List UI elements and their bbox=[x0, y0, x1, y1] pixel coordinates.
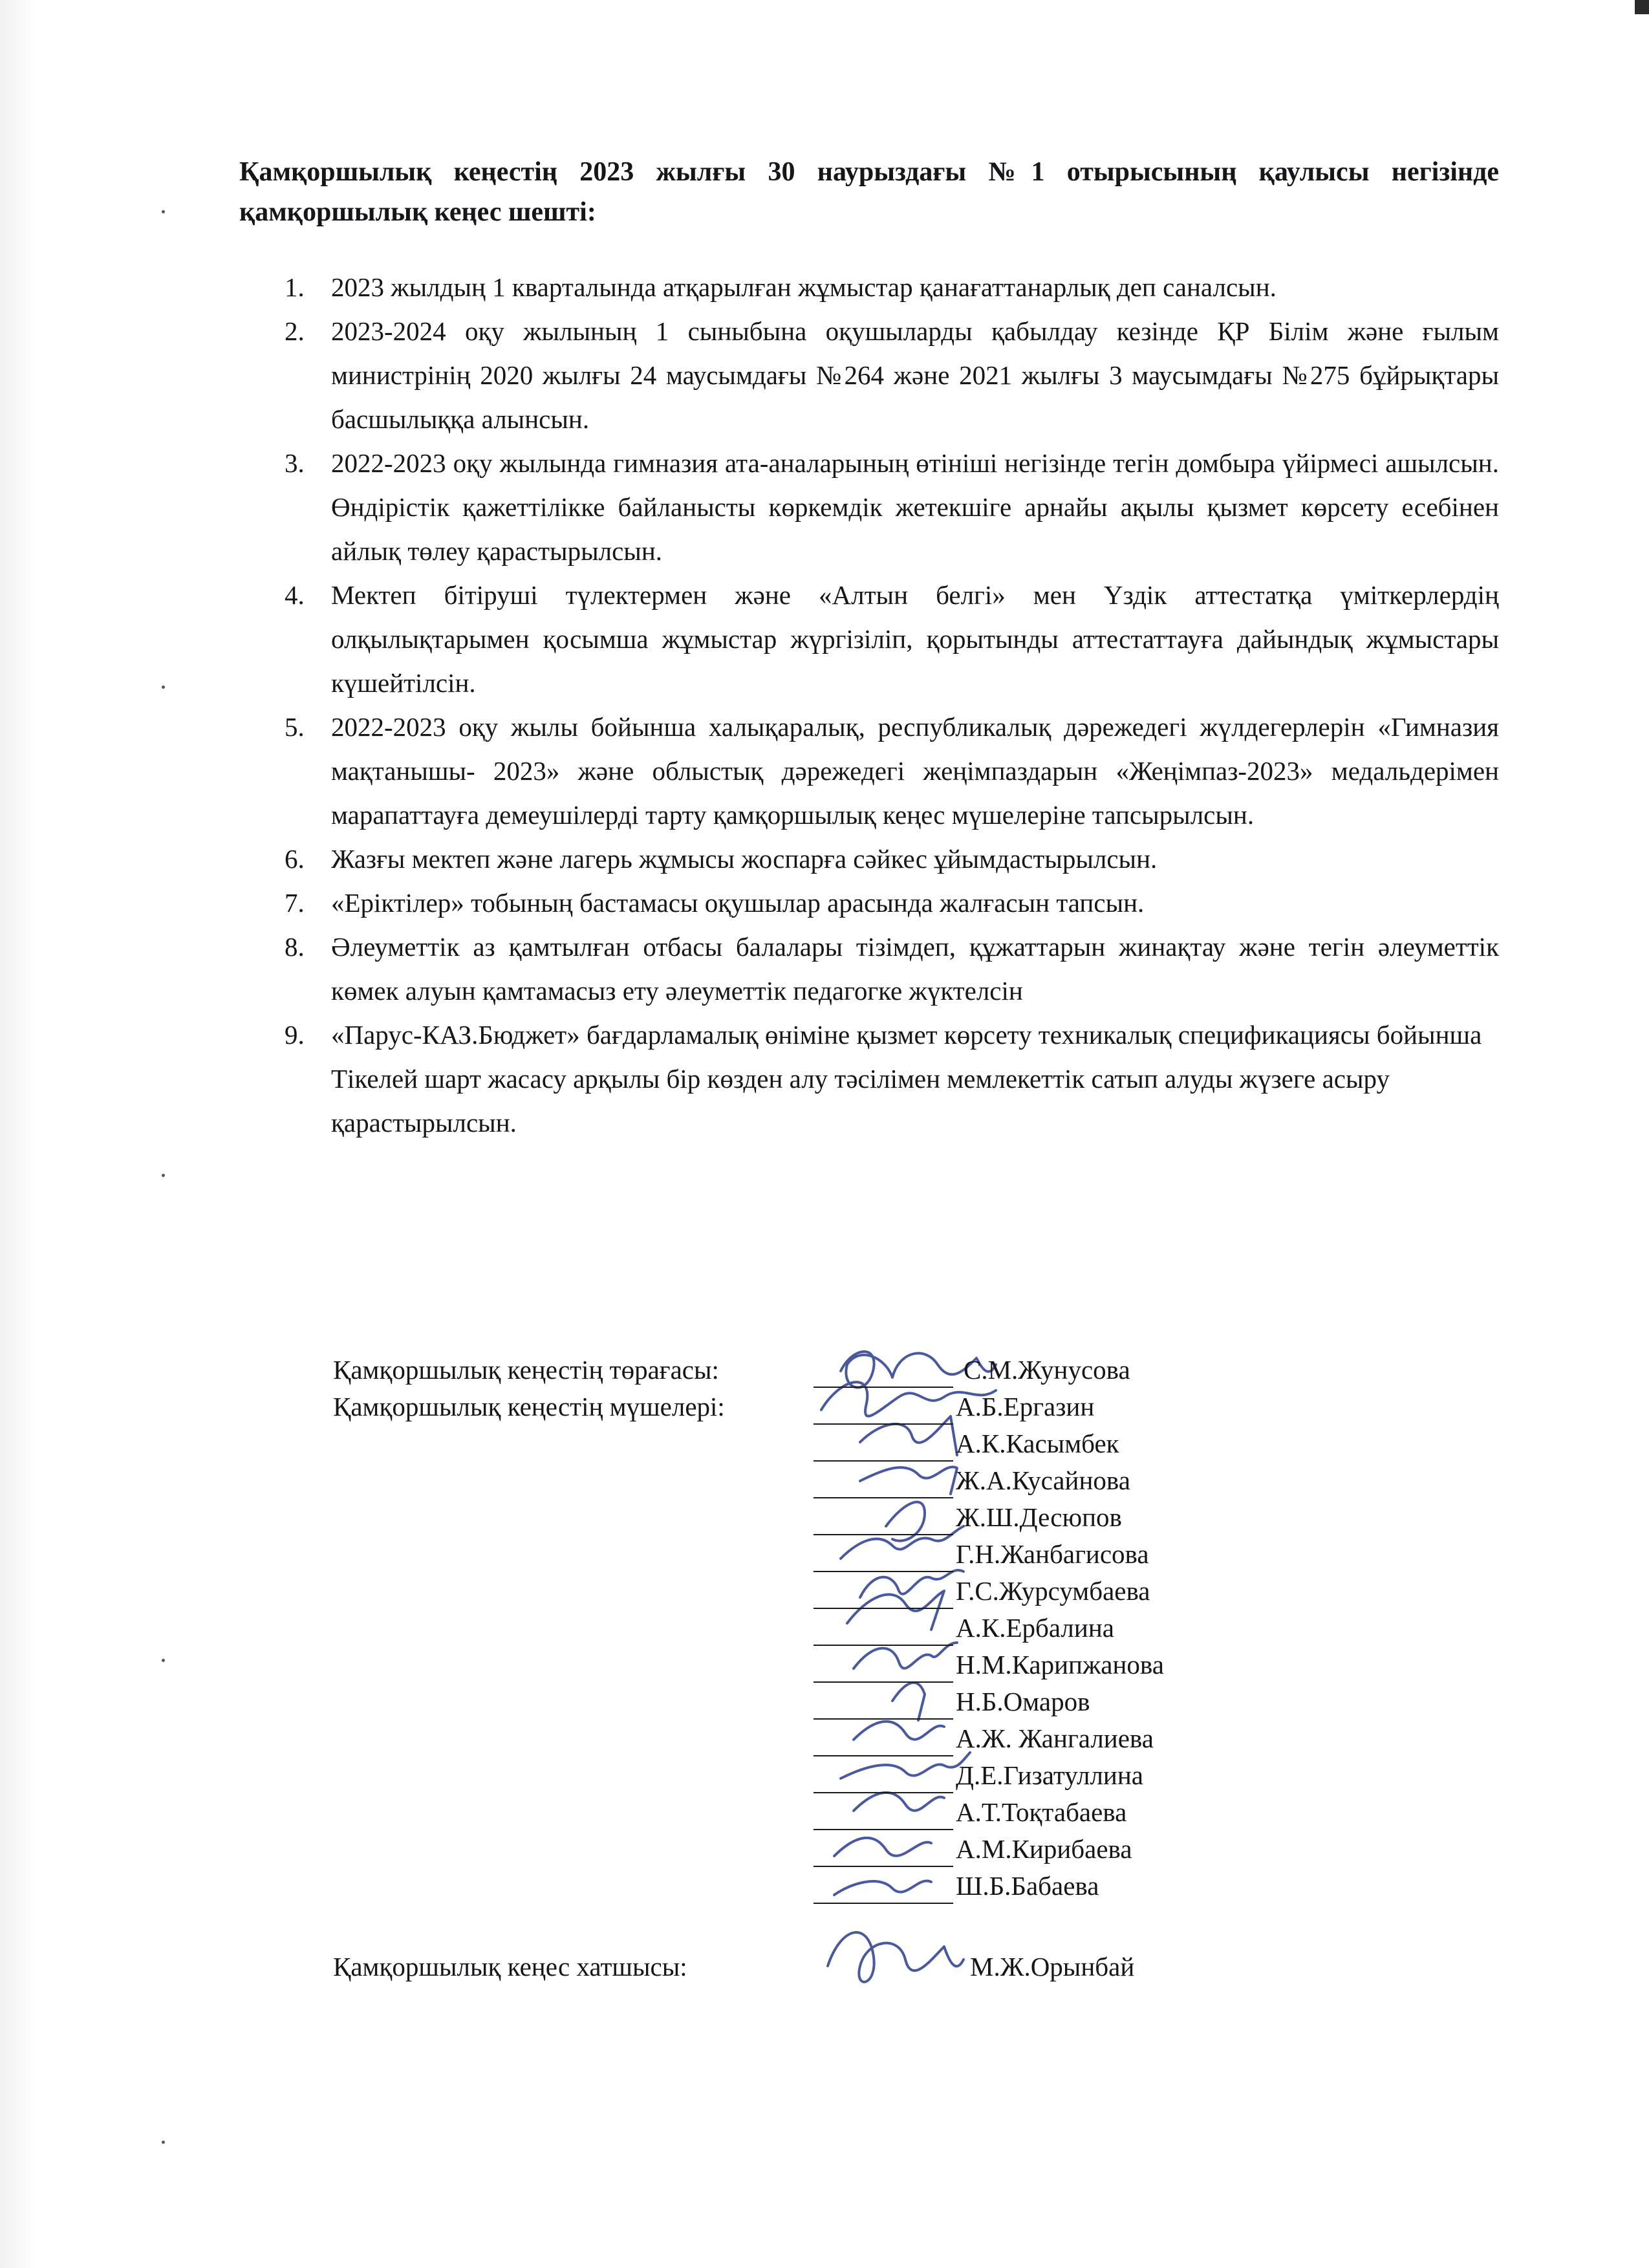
member-name: А.К.Касымбек bbox=[956, 1429, 1119, 1458]
decision-number: 5. bbox=[285, 712, 305, 742]
signature-line bbox=[814, 1755, 953, 1756]
signature-line bbox=[814, 1571, 953, 1572]
signature-line bbox=[814, 1866, 953, 1867]
member-name: Ш.Б.Бабаева bbox=[956, 1871, 1099, 1901]
secretary-name: М.Ж.Орынбай bbox=[970, 1952, 1135, 1982]
decision-number: 2. bbox=[285, 316, 305, 346]
decision-text: 2023-2024 оқу жылының 1 сыныбына оқушыларды қабылдау кезінде ҚР Білім және ғылым министрінің 2020 жылғы 24 маусымдағы №264 және 2021 жылғы 3 маусымдағы №275 бұйрықтары басшылыққа алынсын. bbox=[331, 316, 1499, 434]
decision-number: 9. bbox=[285, 1020, 305, 1050]
decision-number: 3. bbox=[285, 448, 305, 478]
chair-role-label: Қамқоршылық кеңестің төрағасы: bbox=[333, 1355, 719, 1385]
member-name: Г.Н.Жанбагисова bbox=[956, 1539, 1149, 1569]
member-name: Ж.Ш.Десюпов bbox=[956, 1502, 1122, 1532]
resolution-heading: Қамқоршылық кеңестің 2023 жылғы 30 наурыздағы №1 отырысының қаулысы негізінде қамқоршылық кеңес шешті: bbox=[239, 157, 1499, 227]
decision-number: 8. bbox=[285, 932, 305, 962]
decision-text: Жазғы мектеп және лагерь жұмысы жоспарға сәйкес ұйымдастырылсын. bbox=[331, 844, 1158, 874]
decision-text: 2022-2023 оқу жылы бойынша халықаралық, республикалық дәрежедегі жүлдегерлерін «Гимназия мақтанышы- 2023» және облыстық дәрежедегі жеңімпаздарын «Жеңімпаз-2023» медальдерімен марапаттауға демеушілерді тарту қамқоршылық кеңес мүшелеріне тапсырылсын. bbox=[331, 712, 1499, 830]
decision-number: 6. bbox=[285, 844, 305, 874]
signature-line bbox=[814, 1645, 953, 1646]
signature-line bbox=[814, 1497, 953, 1498]
member-name: Г.С.Журсумбаева bbox=[956, 1576, 1150, 1606]
decision-text: Мектеп бітіруші түлектермен және «Алтын белгі» мен Үздік аттестатқа үміткерлердің олқылықтарымен қосымша жұмыстар жүргізіліп, қорытынды аттестаттауға дайындық жұмыстары күшейтілсін. bbox=[331, 580, 1499, 698]
decision-number: 7. bbox=[285, 888, 305, 918]
signature-line bbox=[814, 1534, 953, 1535]
member-name: А.Ж. Жангалиева bbox=[956, 1723, 1154, 1753]
decision-number: 1. bbox=[285, 272, 305, 302]
member-name: Ж.А.Кусайнова bbox=[956, 1465, 1130, 1495]
member-name: А.Т.Тоқтабаева bbox=[956, 1797, 1127, 1827]
signature-line bbox=[814, 1608, 953, 1609]
signature-line bbox=[814, 1387, 953, 1388]
member-name: Н.Б.Омаров bbox=[956, 1687, 1090, 1716]
member-name: Д.Е.Гизатуллина bbox=[956, 1760, 1144, 1790]
signature-line bbox=[814, 1829, 953, 1830]
signature-line bbox=[814, 1792, 953, 1793]
decision-text: «Еріктілер» тобының бастамасы оқушылар арасында жалғасын тапсын. bbox=[331, 888, 1145, 918]
decision-text: 2023 жылдың 1 кварталында атқарылған жұмыстар қанағаттанарлық деп саналсын. bbox=[331, 272, 1277, 302]
signature-line bbox=[814, 1681, 953, 1683]
member-name: А.Б.Ергазин bbox=[956, 1392, 1095, 1421]
members-role-label: Қамқоршылық кеңестің мүшелері: bbox=[333, 1392, 725, 1421]
signature-line bbox=[814, 1903, 953, 1904]
decision-number: 4. bbox=[285, 580, 305, 610]
decision-text: «Парус-КАЗ.Бюджет» бағдарламалық өніміне қызмет көрсету техникалық спецификациясы бойынша Тікелей шарт жасасу арқылы бір көзден алу тәсілімен мемлекеттік сатып алуды жүзеге асыру қарастырылсын. bbox=[331, 1020, 1482, 1138]
signature-line bbox=[814, 1718, 953, 1720]
member-name: Н.М.Карипжанова bbox=[956, 1650, 1164, 1679]
decision-text: Әлеуметтік аз қамтылған отбасы балалары тізімдеп, құжаттарын жинақтау және тегін әлеуметтік көмек алуын қамтамасыз ету әлеуметтік педагогке жүктелсін bbox=[331, 932, 1499, 1006]
member-name: А.М.Кирибаева bbox=[956, 1834, 1132, 1864]
decision-text: 2022-2023 оқу жылында гимназия ата-аналарының өтініші негізінде тегін домбыра үйірмесі ашылсын. Өндірістік қажеттілікке байланысты көркемдік жетекшіге арнайы ақылы қызмет көрсету есебінен айлық төлеу қарастырылсын. bbox=[331, 448, 1499, 566]
chair-name: С.М.Жунусова bbox=[964, 1355, 1130, 1385]
secretary-role-label: Қамқоршылық кеңес хатшысы: bbox=[333, 1952, 687, 1982]
signature-line bbox=[814, 1460, 953, 1462]
signature-line bbox=[814, 1423, 953, 1425]
member-name: А.К.Ербалина bbox=[956, 1613, 1114, 1643]
